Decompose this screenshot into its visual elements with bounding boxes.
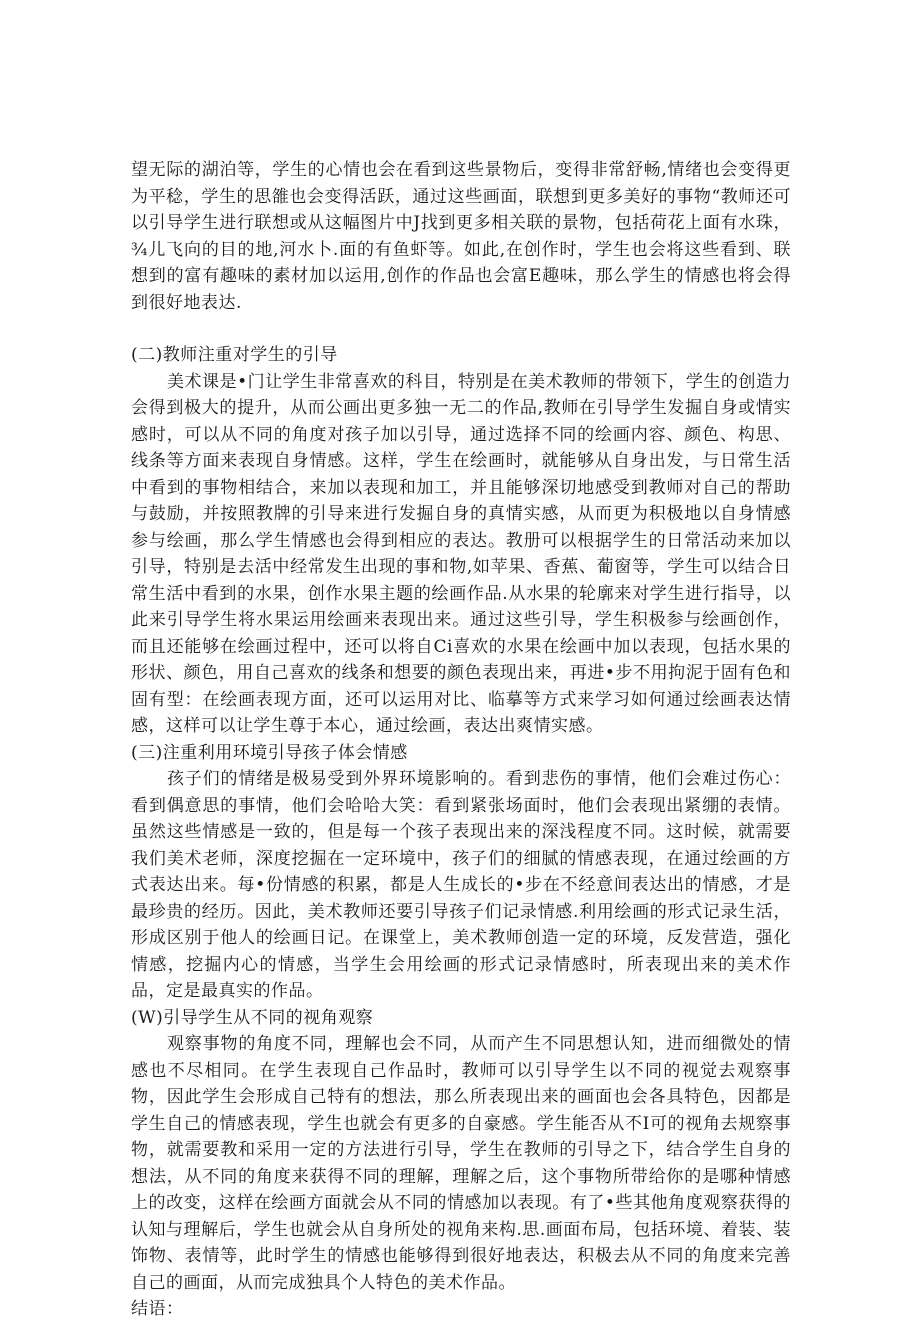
intro-paragraph: 望无际的湖泊等，学生的心情也会在看到这些景物后，变得非常舒畅,情绪也会变得更为平稔，学生的思雒也会变得活跃，通过这些画面，联想到更多美好的事物“教师还可以引导学生进行联想或从这幅图片中J找到更多相关联的景物，包括荷花上面有水珠，¾儿飞向的目的地,河水卜.面的有鱼虾等。如此,在创作时，学生也会将这些看到、联想到的富有趣味的素材加以运用,创作的作品也会富E趣味，那么学生的情感也将会得到很好地表达. xyxy=(131,160,791,313)
document-page xyxy=(131,157,791,1323)
section-2-paragraph: 美术课是•门让学生非常喜欢的科目，特别是在美术教师的带领下，学生的创造力会得到极大的提升，从而公画出更多独一无二的作品,教师在引导学生发掘自身或情实感时，可以从不同的角度对孩子加以引导，通过选择不同的绘画内容、颜色、构思、线条等方面来表现自身情感。这样，学生在绘画时，就能够从自身出发，与日常生活中看到的事物相结合，来加以表现和加工，并且能够深切地感受到教师对自己的帮助与鼓励，并按照教牌的引导来进行发掘自身的真情实感，从而更为积极地以自身情感参与绘画，那么学生情感也会得到相应的表达。教册可以根据学生的日常活动来加以引导，特别是去活中经常发生出现的事和物,如苹果、香蕉、葡窗等，学生可以结合日常生活中看到的水果，创作水果主题的绘画作品.从水果的轮廓来对学生进行指导，以此来引导学生将水果运用绘画来表现出来。通过这些引导，学生积极参与绘画创作，而且还能够在绘画过程中，还可以将自Ci喜欢的水果在绘画中加以表现，包括水果的形状、颜色，用自己喜欢的线条和想要的颜色表现出来，再进•步不用拘泥于固有色和固有型：在绘画表现方面，还可以运用对比、临摹等方式来学习如何通过绘画表达情感，这样可以让学生尊于本心，通过绘画，表达出爽情实感。 xyxy=(131,371,791,736)
section-3-paragraph: 孩子们的情绪是极易受到外界环境影响的。看到悲伤的事情，他们会难过伤心：看到偶意思的事情，他们会哈哈大笑：看到紧张场面时，他们会表现出紧绷的表情。虽然这些情感是一致的，但是每一个孩子表现出来的深浅程度不同。这时候，就需要我们美术老师，深度挖掘在一定环境中，孩子们的细腻的情感表现，在通过绘画的方式表达出来。每•份情感的积累，都是人生成长的•步在不经意间表达出的情感，才是最珍贵的经历。因此，美术教师还要引导孩子们记录情感.利用绘画的形式记录生活，形成区别于他人的绘画日记。在课堂上，美术教师创造一定的环境，反发营造，强化情感，挖掘内心的情感，当学生会用绘画的形式记录情感时，所表现出来的美术作品，定是最真实的作品。 xyxy=(131,769,791,1001)
conclusion-heading: 结语： xyxy=(131,1299,184,1319)
section-3-heading: (三)注重利用环境引导孩子体会情感 xyxy=(131,742,408,763)
section-4-paragraph: 观察事物的角度不同，理解也会不同，从而产生不同思想认知，进而细微处的情感也不尽相同。在学生表现自己作品时，教师可以引导学生以不同的视觉去观察事物，因此学生会形成自己特有的想法，那么所表现出来的画面也会各具特色，因都是学生自己的情感表现，学生也就会有更多的自豪感。学生能否从不I可的视角去规察事物，就需要教和采用一定的方法进行引导，学生在教师的引导之下，结合学生自身的想法，从不同的角度来获得不同的理解，理解之后，这个事物所带给你的是哪种情感上的改变，这样在绘画方面就会从不同的情感加以表现。有了•些其他角度观察获得的认知与理解后，学生也就会从自身所处的视角来构.思.画面布局，包括环境、着装、装饰物、表情等，此时学生的情感也能够得到很好地表达，积极去从不同的角度来完善自己的画面，从而完成独具个人特色的美术作品。 xyxy=(131,1034,791,1293)
section-4-heading: (W)引导学生从不同的视角观察 xyxy=(131,1007,374,1028)
section-2-heading: (二)教师注重对学生的引导 xyxy=(131,345,338,365)
